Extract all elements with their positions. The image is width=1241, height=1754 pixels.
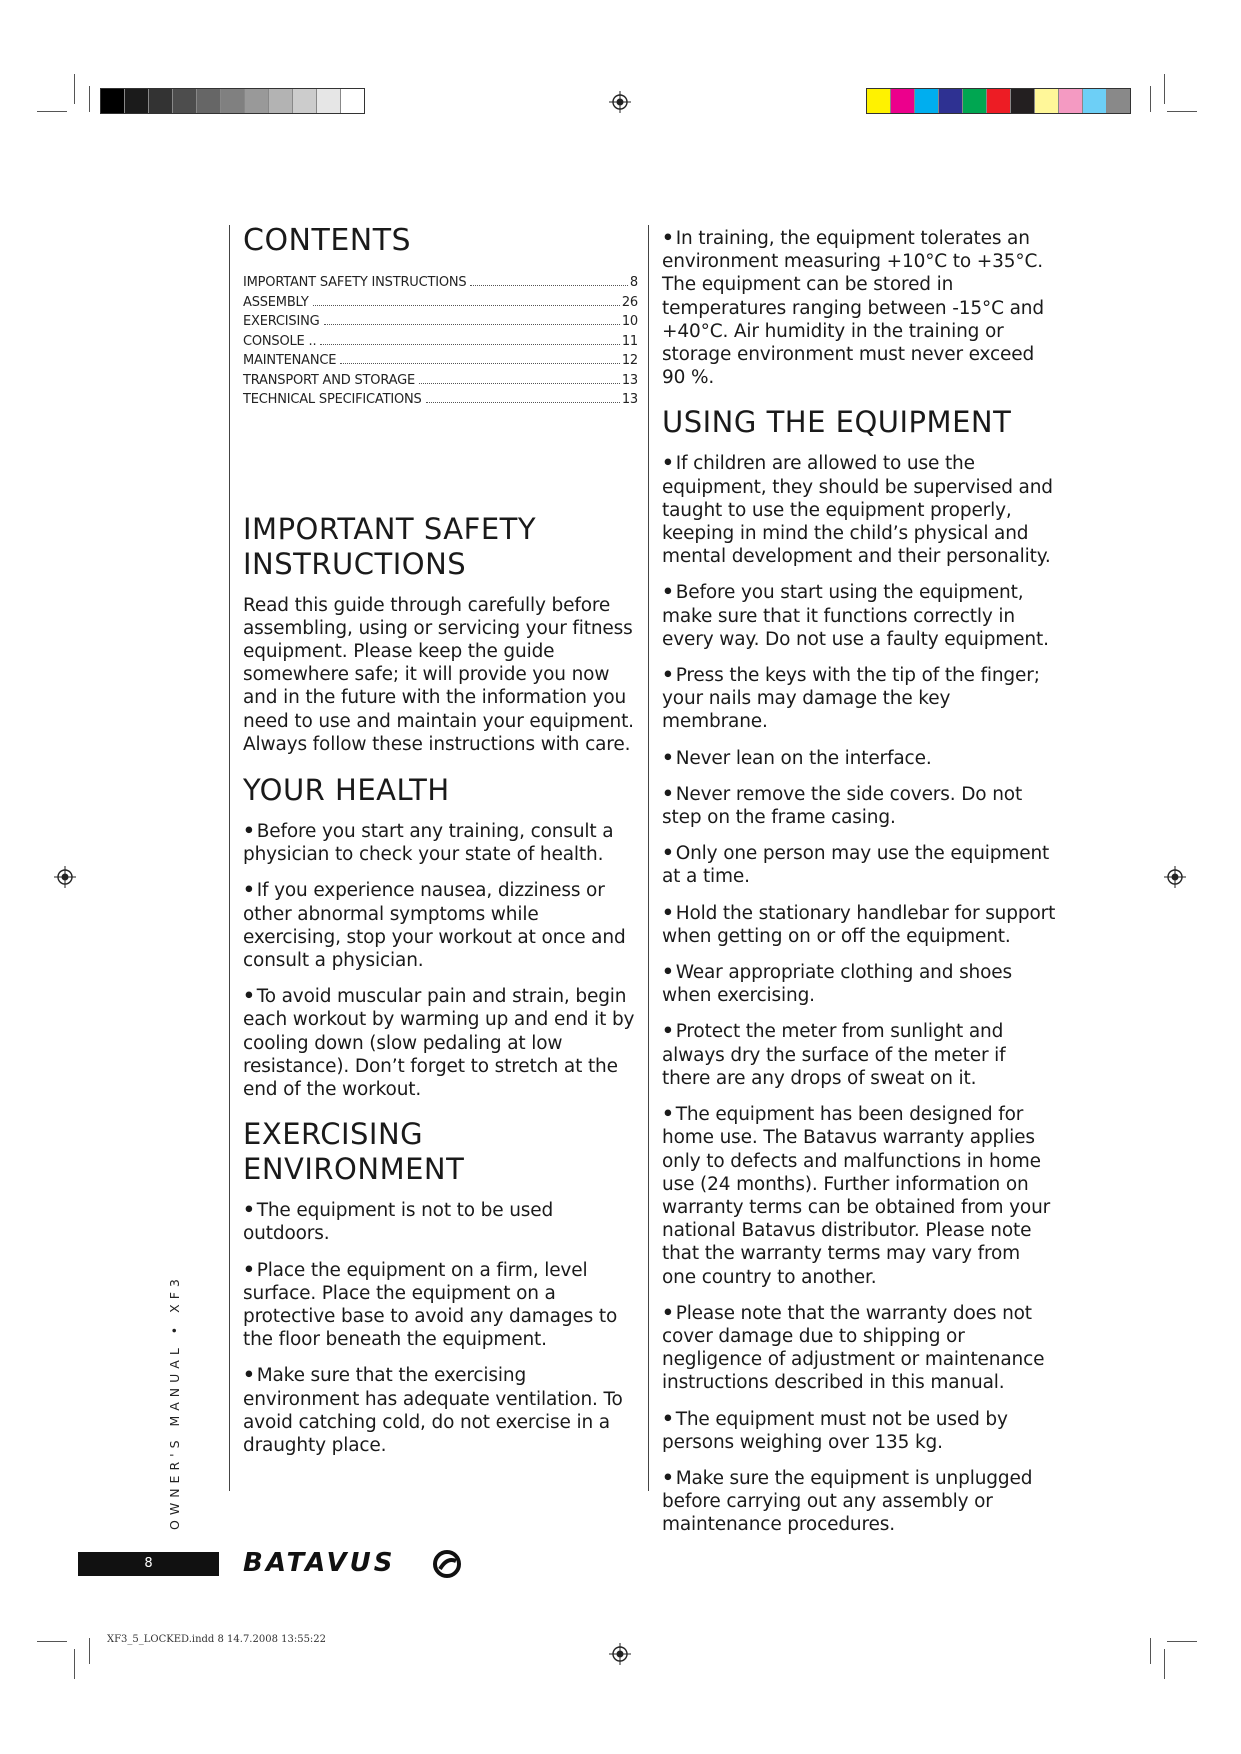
bullet-item: • Never lean on the interface.	[662, 747, 1057, 770]
using-list	[662, 452, 1057, 1536]
toc-entry	[243, 314, 638, 334]
environment-list	[243, 1199, 638, 1457]
toc-label: MAINTENANCE	[243, 353, 337, 368]
crop-mark	[74, 1649, 75, 1679]
crop-mark	[37, 111, 67, 112]
page-number: 8	[78, 1552, 219, 1576]
toc-leader	[313, 305, 620, 306]
table-of-contents	[243, 275, 638, 412]
crop-mark	[1150, 1638, 1151, 1664]
process-color-bar	[866, 88, 1131, 114]
crop-mark	[1150, 86, 1151, 112]
registration-mark-icon	[1164, 866, 1186, 888]
toc-page: 10	[621, 314, 638, 329]
crop-mark	[1164, 1649, 1165, 1679]
toc-label: TRANSPORT AND STORAGE	[243, 372, 415, 388]
left-column	[243, 223, 638, 1470]
color-swatch	[1083, 89, 1107, 113]
color-swatch	[915, 89, 939, 113]
bullet-item: • Place the equipment on a firm, level surface. Place the equipment on a protective base to avoid any damages to the floor beneath the equipment.	[243, 1259, 638, 1352]
crop-mark	[89, 86, 90, 112]
toc-leader	[470, 285, 627, 286]
toc-label: IMPORTANT SAFETY INSTRUCTIONS	[243, 275, 467, 290]
color-swatch	[173, 89, 197, 113]
crop-mark	[74, 74, 75, 104]
safety-intro: Read this guide through carefully before assembling, using or servicing your fitness equipment. Please keep the guide somewhere safe; it will provide you now and in the future with the information you need to use and maintain your equipment. Always follow these instructions with care.	[243, 594, 634, 755]
color-swatch	[891, 89, 915, 113]
bullet-item: • Only one person may use the equipment at a time.	[662, 842, 1057, 888]
environment-heading-line2: ENVIRONMENT	[243, 1152, 465, 1187]
toc-page: 13	[621, 372, 638, 388]
toc-page: 8	[629, 275, 638, 290]
bullet-item: • Never remove the side covers. Do not step on the frame casing.	[662, 783, 1057, 829]
bullet-item: • In training, the equipment tolerates an environment measuring +10°C to +35°C. The equipment can be stored in temperatures ranging between -15°C and +40°C. Air humidity in the training or storage environment must never exceed 90 %.	[662, 227, 1057, 389]
crop-mark	[1164, 74, 1165, 104]
health-heading: YOUR HEALTH	[243, 772, 450, 807]
crop-mark	[1167, 111, 1197, 112]
toc-leader	[419, 383, 620, 384]
side-label: OWNER'S MANUAL • XF3	[167, 1274, 182, 1530]
bullet-item: • Wear appropriate clothing and shoes when exercising.	[662, 961, 1057, 1007]
color-swatch	[269, 89, 293, 113]
environment-heading	[243, 1117, 638, 1187]
bullet-item: • Make sure the equipment is unplugged before carrying out any assembly or maintenance procedures.	[662, 1467, 1057, 1537]
brand-logo-text: BATAVUS	[243, 1548, 396, 1578]
toc-entry	[243, 334, 638, 354]
bullet-item: • Protect the meter from sunlight and always dry the surface of the meter if there are any drops of sweat on it.	[662, 1020, 1057, 1090]
color-swatch	[1059, 89, 1083, 113]
toc-leader	[324, 324, 620, 325]
bullet-item: • Before you start using the equipment, make sure that it functions correctly in every way. Do not use a faulty equipment.	[662, 581, 1057, 651]
contents-title: CONTENTS	[243, 223, 412, 258]
environment-list-continued	[662, 227, 1057, 389]
toc-label: CONSOLE ..	[243, 333, 317, 349]
color-swatch	[149, 89, 173, 113]
color-swatch	[939, 89, 963, 113]
toc-page: 11	[621, 333, 638, 349]
right-column	[662, 227, 1057, 1550]
toc-label: EXERCISING	[243, 314, 320, 329]
crop-mark	[37, 1641, 67, 1642]
color-swatch	[987, 89, 1011, 113]
environment-heading-line1: EXERCISING	[243, 1117, 424, 1152]
column-rule-middle	[648, 225, 649, 1491]
color-swatch	[221, 89, 245, 113]
bullet-item: • Hold the stationary handlebar for support when getting on or off the equipment.	[662, 902, 1057, 948]
toc-leader	[340, 363, 620, 364]
crop-mark	[1167, 1641, 1197, 1642]
toc-label: ASSEMBLY	[243, 294, 309, 310]
bullet-item: • If children are allowed to use the equipment, they should be supervised and taught to use the equipment properly, keeping in mind the child’s physical and mental development and their personality.	[662, 452, 1057, 568]
color-swatch	[1011, 89, 1035, 113]
bullet-item: • The equipment must not be used by persons weighing over 135 kg.	[662, 1408, 1057, 1454]
health-list	[243, 820, 638, 1101]
color-swatch	[245, 89, 269, 113]
toc-entry	[243, 373, 638, 393]
toc-entry	[243, 275, 638, 295]
toc-page: 26	[621, 294, 638, 310]
bullet-item: • Make sure that the exercising environment has adequate ventilation. To avoid catching cold, do not exercise in a draughty place.	[243, 1364, 638, 1457]
color-swatch	[125, 89, 149, 113]
bullet-item: • To avoid muscular pain and strain, begin each workout by warming up and end it by cooling down (slow pedaling at low resistance). Don’t forget to stretch at the end of the workout.	[243, 985, 638, 1101]
grayscale-color-bar	[100, 88, 365, 114]
color-swatch	[867, 89, 891, 113]
color-swatch	[1107, 89, 1130, 113]
safety-heading-line2: INSTRUCTIONS	[243, 546, 467, 581]
registration-mark-icon	[609, 91, 631, 113]
registration-mark-icon	[609, 1643, 631, 1665]
toc-leader	[426, 402, 620, 403]
toc-label: TECHNICAL SPECIFICATIONS	[243, 392, 422, 407]
color-swatch	[963, 89, 987, 113]
bullet-item: • Press the keys with the tip of the finger; your nails may damage the key membrane.	[662, 664, 1057, 734]
file-slug: XF3_5_LOCKED.indd 8 14.7.2008 13:55:22	[107, 1634, 327, 1645]
toc-page: 13	[621, 392, 638, 407]
safety-heading	[243, 512, 638, 582]
bullet-item: • If you experience nausea, dizziness or other abnormal symptoms while exercising, stop your workout at once and consult a physician.	[243, 879, 638, 972]
color-swatch	[317, 89, 341, 113]
bullet-item: • Before you start any training, consult a physician to check your state of health.	[243, 820, 638, 866]
color-swatch	[1035, 89, 1059, 113]
batavus-logo-icon	[432, 1549, 462, 1579]
column-rule-left	[229, 225, 230, 1491]
bullet-item: • The equipment has been designed for home use. The Batavus warranty applies only to defects and malfunctions in home use (24 months). Further information on warranty terms can be obtained from your national Batavus distributor. Please note that the warranty terms may vary from one country to another.	[662, 1103, 1057, 1289]
toc-page: 12	[621, 353, 638, 368]
color-swatch	[341, 89, 364, 113]
safety-heading-line1: IMPORTANT SAFETY	[243, 511, 537, 546]
using-heading: USING THE EQUIPMENT	[662, 405, 1012, 440]
bullet-item: • Please note that the warranty does not cover damage due to shipping or negligence of adjustment or maintenance instructions described in this manual.	[662, 1302, 1057, 1395]
toc-entry	[243, 295, 638, 315]
crop-mark	[89, 1638, 90, 1664]
toc-entry	[243, 353, 638, 373]
registration-mark-icon	[54, 866, 76, 888]
toc-leader	[320, 344, 619, 345]
bullet-item: • The equipment is not to be used outdoors.	[243, 1199, 638, 1245]
toc-entry	[243, 392, 638, 412]
color-swatch	[293, 89, 317, 113]
color-swatch	[101, 89, 125, 113]
color-swatch	[197, 89, 221, 113]
